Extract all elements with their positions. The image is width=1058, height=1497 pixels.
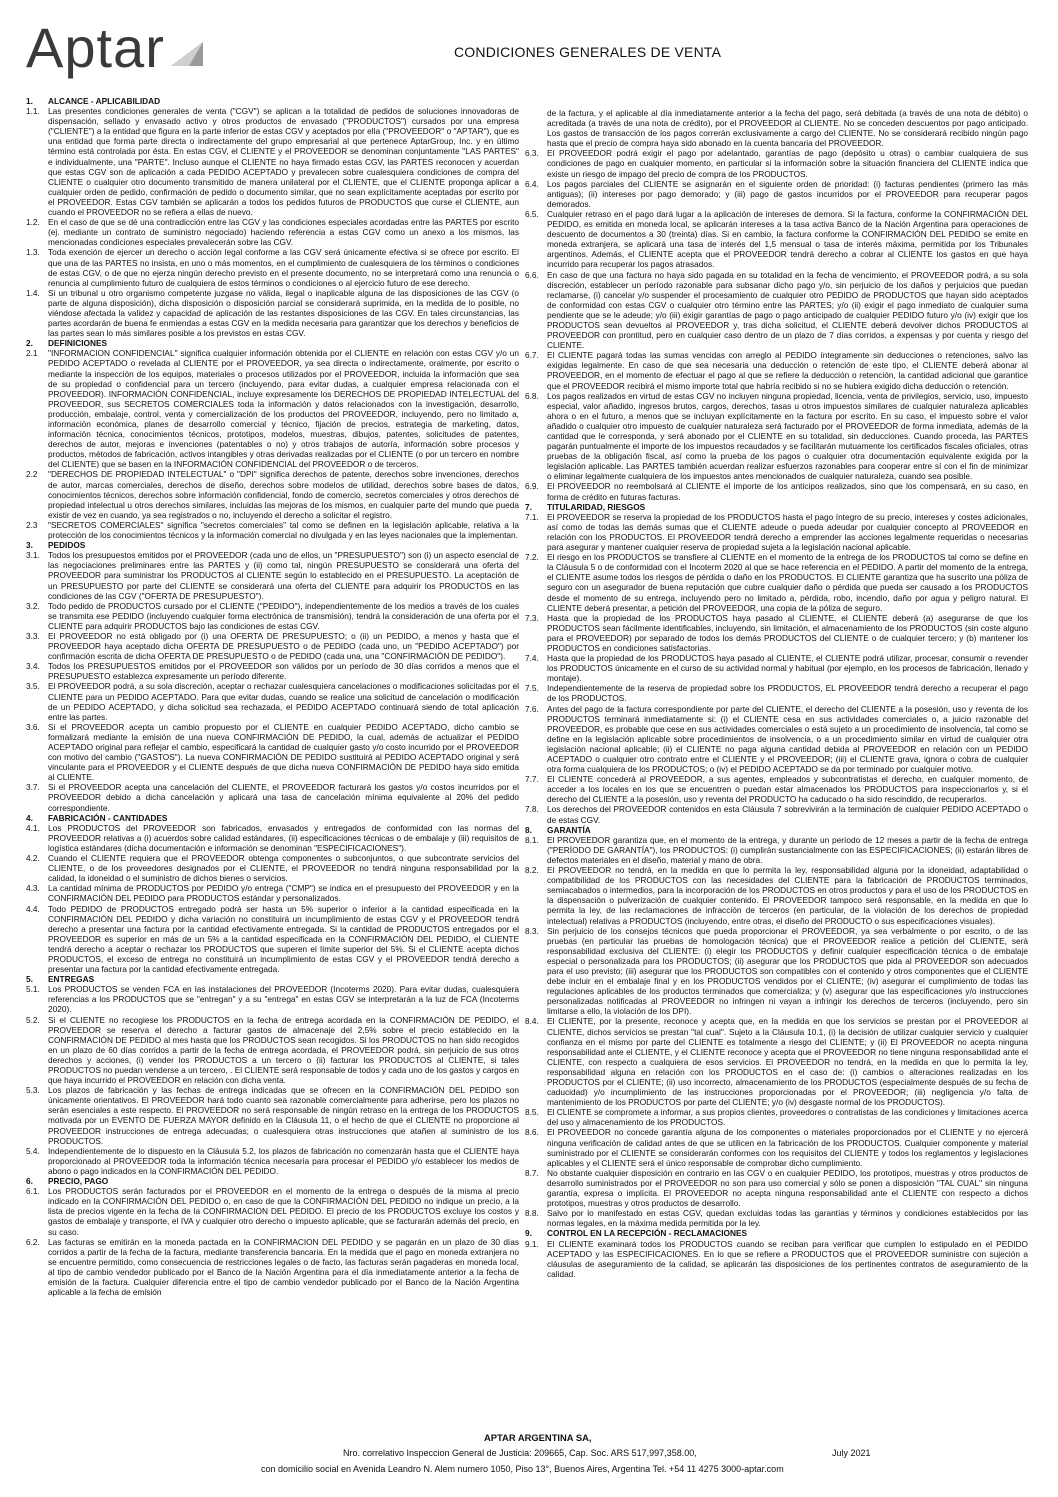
- clause-text: Todo PEDIDO de PRODUCTOS entregado podrá ser hasta un 5% superior o inferior a la cantidad especificada en la CONFIRMACIÓN DEL PEDIDO y dicha variación no constituirá un incumplimiento de estas CGV y el PROVEEDOR tendrá derecho a presentar una factura por la cantidad efectivamente entregada. Si la cantidad de PRODUCTOS entregados por el PROVEEDOR es superior en más de un 5% a la cantidad especificada en la CONFIRMACIÓN DEL PEDIDO, el CLIENTE tendrá derecho a aceptar o rechazar los PRODUCTOS que superen el límite superior del 5%. Si el CLIENTE acepta dichos PRODUCTOS, el exceso de entrega no constituirá un incumplimiento de estas CGV y el PROVEEDOR tendrá derecho a presentar una factura por la cantidad efectivamente entregada.: [48, 903, 519, 975]
- clause-number: 8.5.: [525, 1107, 539, 1118]
- clause-text: El PROVEEDOR no tendrá, en la medida en que lo permita la ley, responsabilidad alguna por la idoneidad, adaptabilidad o compatibilidad de los PRODUCTOS con las necesidades del CLIENTE para la fabricación de PRODUCTOS terminados, semiacabados o intermedios, para la incorporación de los PRODUCTOS en otros productos y para el uso de los PRODUCTOS en la dispensación o pulverización de cualquier contenido. El PROVEEDOR tampoco será responsable, en la medida en que lo permita la ley, de las reclamaciones de infracción de terceros (en particular, de la violación de los derechos de propiedad intelectual) relativas a PRODUCTOS (incluyendo, entre otras, el diseño del PRODUCTO o sus especificaciones visuales).: [547, 865, 1028, 926]
- clause-number: 1.4.: [26, 287, 40, 298]
- clause-number: 4.4.: [26, 903, 40, 914]
- clause-number: 3.2.: [26, 600, 40, 611]
- logo-wordmark: Aptar: [26, 16, 165, 79]
- clause-number: 5.3.: [26, 1085, 40, 1096]
- footer-address: con domicilio social en Avenida Leandro N. Alem numero 1050, Piso 13°, Buenos Aires, Argentina Tel. +54 11 4275 3000-aptar.com: [261, 1464, 784, 1474]
- clause: [26, 883, 519, 903]
- clause-text: Los PRODUCTOS se venden FCA en las instalaciones del PROVEEDOR (Incoterms 2020). Para evitar dudas, cualesquiera referencias a los PRODUCTOS que se "entregan" y a su "entrega" en estas CGV se interpretarán a la luz de FCA (Incoterms 2020).: [48, 984, 519, 1015]
- section-number: 2.: [26, 338, 33, 349]
- footer-company: APTAR ARGENTINA SA,: [484, 1432, 592, 1443]
- clause-text: No obstante cualquier disposición en contrario en las CGV o en cualquier PEDIDO, los prototipos, muestras y otros productos de desarrollo suministrados por el PROVEEDOR no son para uso comercial y sólo se ponen a disposición "TAL CUAL" sin ninguna garantía, expresa o implícita. El PROVEEDOR no acepta ninguna responsabilidad ante el CLIENTE con respecto a dichos prototipos, muestras y otros productos de desarrollo.: [547, 1167, 1028, 1209]
- section-heading: [26, 338, 519, 348]
- clause: [26, 1237, 519, 1298]
- clause-number: 6.7.: [525, 350, 539, 361]
- clause: [525, 512, 1028, 552]
- clause-number: 3.3.: [26, 630, 40, 641]
- clause: [26, 853, 519, 883]
- clause-number: 1.3.: [26, 247, 40, 258]
- clause-number: 3.5.: [26, 681, 40, 692]
- clause-number: 6.8.: [525, 390, 539, 401]
- section-number: 1.: [26, 96, 33, 106]
- clause-text: El PROVEEDOR podrá exigir el pago por adelantado, garantías de pago (depósito u otras) o cambiar cualquiera de sus condiciones de pago en cualquier momento, en particular si la información sobre la situación financiera del CLIENTE indica que existe un riesgo de impago del precio de compra de los PRODUCTOS.: [547, 148, 1028, 179]
- clause-text: Salvo por lo manifestado en estas CGV, quedan excluidas todas las garantías y términos y condiciones establecidos por las normas legales, en la máxima medida permitida por la ley.: [547, 1208, 1028, 1229]
- clause: [26, 631, 519, 661]
- clause-text: La cantidad mínima de PRODUCTOS por PEDIDO y/o entrega ("CMP") se indica en el presupuesto del PROVEEDOR y en la CONFIRMACIÓN DEL PEDIDO para PRODUCTOS estándar y personalizados.: [48, 883, 519, 904]
- clause-number: 7.7.: [525, 774, 539, 785]
- clause: [26, 782, 519, 812]
- clause: [525, 1107, 1028, 1127]
- clause: [525, 774, 1028, 804]
- clause: [525, 552, 1028, 613]
- clause-text: El CLIENTE, por la presente, reconoce y acepta que, en la medida en que los servicios se prestan por el PROVEEDOR al CLIENTE, dichos servicios se prestan "tal cual". Sujeto a la Cláusula 10.1, (i) la decisión de utilizar cualquier servicio y cualquier confianza en el mismo por parte del CLIENTE es totalmente a riesgo del CLIENTE; y (ii) El PROVEEDOR no acepta ninguna responsabilidad ante el CLIENTE, y el CLIENTE reconoce y acepta que el PROVEEDOR no tiene ninguna responsabilidad ante el CLIENTE, con respecto a cualquiera de esos servicios. El PROVEEDOR no tendrá, en la medida en que lo permita la ley, responsabilidad alguna en relación con los PRODUCTOS en el caso de: (i) cambios o alteraciones realizadas en los PRODUCTOS por el CLIENTE; (ii) uso incorrecto, almacenamiento de los PRODUCTOS (especialmente después de su fecha de caducidad) y/o incumplimiento de las instrucciones proporcionadas por el PROVEEDOR; (iii) negligencia y/o falta de mantenimiento de los PRODUCTOS por parte del CLIENTE; y/o (iv) desgaste normal de los PRODUCTOS).: [547, 1016, 1028, 1108]
- clause-text: Los derechos del PROVEEDOR contenidos en esta Cláusula 7 sobrevivirán a la terminación de cualquier PEDIDO ACEPTADO o de estas CGV.: [547, 804, 1028, 825]
- clause: [525, 270, 1028, 351]
- clause-continuation: de la factura, y el aplicable al día inmediatamente anterior a la fecha del pago, será debitada (a través de una nota de débito) o acreditada (a través de una nota de crédito), por el PROVEEDOR al CLIENTE. No se conceden descuentos por pago anticipado. Los gastos de transacción de los pagos correrán exclusivamente a cargo del CLIENTE. No se considerará recibido ningún pago hasta que el precio de compra haya sido abonado en la cuenta bancaria del PROVEEDOR.: [547, 108, 1028, 149]
- clause-text: Los pagos parciales del CLIENTE se asignarán en el siguiente orden de prioridad: (i) facturas pendientes (primero las más antiguas); (ii) intereses por pago demorado; y (iii) pago de gastos incurridos por el PROVEEDOR para recuperar pagos demorados.: [547, 178, 1028, 209]
- clause: [525, 391, 1028, 482]
- clause: [26, 520, 519, 540]
- clause-text: El PROVEEDOR se reserva la propiedad de los PRODUCTOS hasta el pago íntegro de su precio, intereses y costes adicionales, así como de todas las demás sumas que el CLIENTE adeude o pueda adeudar por cualquier concepto al PROVEEDOR en relación con los PRODUCTOS. El PROVEEDOR tendrá derecho a emprender las acciones legalmente requeridas o necesarias para asegurar y mantener cualquier reserva de propiedad sujeta a la legislación nacional aplicable.: [547, 511, 1028, 553]
- clause-number: 3.4.: [26, 661, 40, 672]
- section-title: PEDIDOS: [48, 540, 86, 551]
- section-heading: [26, 1176, 519, 1186]
- clause-number: 2.1: [26, 348, 38, 359]
- clause: [525, 613, 1028, 653]
- clause: [26, 722, 519, 783]
- clause: [525, 926, 1028, 1017]
- clause-number: 7.1.: [525, 511, 539, 522]
- clause-text: El PROVEEDOR podrá, a su sola discreción, aceptar o rechazar cualesquiera cancelaciones o modificaciones solicitadas por el CLIENTE para un PEDIDO ACEPTADO. Para que evitar dudas, cuando se realice una solicitud de cancelación o modificación de un PEDIDO ACEPTADO, y dicha solicitud sea rechazada, el PEDIDO ACEPTADO continuará siendo de total aplicación entre las partes.: [48, 681, 519, 722]
- clause: [26, 550, 519, 600]
- clause-text: En caso de que una factura no haya sido pagada en su totalidad en la fecha de vencimiento, el PROVEEDOR podrá, a su sola discreción, establecer un período razonable para subsanar dicho pago y/o, sin perjuicio de los daños y perjuicios que puedan reclamarse, (i) cancelar y/o suspender el procesamiento de cualquier otro PEDIDO de PRODUCTOS que hayan sido aceptados de conformidad con estas CGV o cualquier otro término entre las PARTES; y/o (ii) exigir el pago inmediato de cualquier suma pendiente que se le adeude; y/o (iii) exigir garantías de pago o pago anticipado de cualquier PEDIDO futuro y/o (iv) exigir que los PRODUCTOS sean devueltos al PROVEEDOR y, tras dicha solicitud, el CLIENTE deberá devolver dichos PRODUCTOS al PROVEEDOR con prontitud, pero en cualquier caso dentro de un plazo de 7 días corridos, a expensas y por cuenta y riesgo del CLIENTE.: [547, 269, 1028, 351]
- clause: [26, 469, 519, 519]
- section-number: 8.: [525, 824, 532, 835]
- clause: [525, 804, 1028, 824]
- clause-number: 3.6.: [26, 721, 40, 732]
- clause-number: 7.4.: [525, 653, 539, 664]
- clause-number: 1.1.: [26, 106, 40, 117]
- clause-text: El PROVEEDOR garantiza que, en el momento de la entrega, y durante un período de 12 meses a partir de la fecha de entrega ("PERÍODO DE GARANTÍA"), los PRODUCTOS: (i) cumplirán sustancialmente con las ESPECIFICACIONES; (ii) estarán libres de defectos materiales en el diseño, material y mano de obra.: [547, 834, 1028, 865]
- clause-text: Los PRODUCTOS del PROVEEDOR son fabricados, envasados y entregados de conformidad con las normas del PROVEEDOR relativas a (i) acuerdos sobre calidad estándares, (ii) especificaciones técnicas o de embalaje y (iii) requisitos de logística estándares (dicha documentación e información se denominan "ESPECIFICACIONES").: [48, 822, 519, 853]
- section-title: FABRICACIÓN - CANTIDADES: [48, 812, 168, 823]
- clause-text: Sin perjuicio de los consejos técnicos que pueda proporcionar el PROVEEDOR, ya sea verbalmente o por escrito, o de las pruebas (en particular las pruebas de homologación técnica) que el PROVEEDOR realice a petición del CLIENTE, será responsabilidad exclusiva del CLIENTE: (i) elegir los PRODUCTOS y definir cualquier especificación técnica o de embalaje especial o personalizada para los PRODUCTOS; (ii) asegurar que los PRODUCTOS que pida al PROVEEDOR son adecuados para el uso previsto; (iii) asegurar que los PRODUCTOS son compatibles con el contenido y otros componentes que el CLIENTE debe incluir en el embalaje final y en los PRODUCTOS vendidos por el CLIENTE; (iv) asegurar el cumplimiento de todas las regulaciones aplicables de los productos terminados que comercializa; y (v) asegurar que las especificaciones y/o instrucciones personalizadas notificadas al PROVEEDOR no infringen ni vayan a infringir los derechos de terceros (incluyendo, pero sin limitarse a ello, la violación de los DPI).: [547, 925, 1028, 1017]
- clause-text: Cualquier retraso en el pago dará lugar a la aplicación de intereses de demora. Si la factura, conforme la CONFIRMACIÓN DEL PEDIDO, es emitida en moneda local, se aplicarán intereses a la tasa activa Banco de la Nación Argentina para operaciones de descuento de documentos a 30 (treinta) días. Si en cambio, la factura conforme la CONFIRMACIÓN DEL PEDIDO se emite en moneda extranjera, se aplicará una tasa de interés del 1,5 mensual o tasa de interés máxima, permitida por los Tribunales argentinos. Además, el CLIENTE acepta que el PROVEEDOR tendrá derecho a cobrar al CLIENTE los gastos en que haya incurrido para recuperar los pagos atrasados.: [547, 208, 1028, 270]
- clause: [525, 148, 1028, 178]
- section-heading: [525, 825, 1028, 835]
- clause: [26, 1186, 519, 1236]
- clause-text: Cuando el CLIENTE requiera que el PROVEEDOR obtenga componentes o subconjuntos, o que subcontrate servicios del CLIENTE, o de los proveedores designados por el CLIENTE, el PROVEEDOR no tendrá ninguna responsabilidad por la calidad, la idoneidad o el suministro de dichos bienes o servicios.: [48, 853, 519, 884]
- clause-text: Hasta que la propiedad de los PRODUCTOS haya pasado al CLIENTE, el CLIENTE deberá (a) asegurarse de que los PRODUCTOS sean fácilmente identificables, incluyendo, sin limitación, el almacenamiento de los PRODUCTOS (sin coste alguno para el PROVEEDOR) por separado de todos los demás PRODUCTOS del CLIENTE o de cualquier tercero; y (b) mantener los PRODUCTOS en condiciones satisfactorias.: [547, 612, 1028, 653]
- clause: [525, 1208, 1028, 1228]
- clause: [26, 217, 519, 247]
- clause-number: 8.3.: [525, 925, 539, 936]
- clause: [26, 348, 519, 469]
- clause-text: Si el CLIENTE no recogiese los PRODUCTOS en la fecha de entrega acordada en la CONFIRMACIÓN DE PEDIDO, el PROVEEDOR se reserva el derecho a facturar gastos de almacenaje del 2,5% sobre el precio establecido en la CONFIRMACIÓN DE PEDIDO al mes hasta que los PRODUCTOS sean recogidos. Si los PRODUCTOS no han sido recogidos en un plazo de 60 días corridos a partir de la fecha de entrega acordada, el PROVEEDOR podrá, sin perjuicio de sus otros derechos y acciones, (i) vender los PRODUCTOS a un tercero o (ii) facturar los PRODUCTOS al CLIENTE, si tales PRODUCTOS no puedan venderse a un tercero, . El CLIENTE será responsable de todos y cada uno de los gastos y cargos en que haya incurrido el PROVEEDOR en relación con dicha venta.: [48, 1014, 519, 1086]
- clause: [26, 984, 519, 1014]
- clause-text: El PROVEEDOR no concede garantía alguna de los componentes o materiales proporcionados por el CLIENTE y no ejercerá ninguna verificación de calidad antes de que se utilicen en la fabricación de los PRODUCTOS. Cualquier componente y material suministrado por el CLIENTE se considerarán conformes con los requisitos del CLIENTE y todos los reglamentos y legislaciones aplicables y el CLIENTE será el único responsable de comprobar dicho cumplimiento.: [547, 1127, 1028, 1168]
- clause-text: "INFORMACION CONFIDENCIAL" significa cualquier información obtenida por el CLIENTE en relación con estas CGV y/o un PEDIDO ACEPTADO o revelada al CLIENTE por el PROVEEDOR, ya sea directa o indirectamente, oralmente, por escrito o mediante la inspección de los equipos, materiales o procesos utilizados por el PROVEEDOR, incluida la información que sea de su propiedad o confidencial para un tercero (incluyendo, para evitar dudas, a cualquier empresa relacionada con el PROVEEDOR). INFORMACIÓN CONFIDENCIAL, incluye expresamente los DERECHOS DE PROPIEDAD INTELECTUAL del PROVEEDOR, sus SECRETOS COMERCIALES toda la información y datos relacionados con la investigación, desarrollo, producción, embalaje, control, venta y comercialización de los productos del PROVEEDOR, incluyendo, pero no limitado a, información económica, planes de desarrollo comercial y técnico, fijación de precios, estrategia de marketing, datos, información técnica, conocimientos técnicos, prototipos, modelos, muestras, dibujos, patentes, solicitudes de patentes, derechos de autor, mejoras e invenciones (patentables o no) y otros trabajos de autoría, información sobre procesos y productos, métodos de fabricación, activos intangibles y otras derivadas realizadas por el CLIENTE (o por un tercero en nombre del CLIENTE) que se basen en la INFORMACIÓN CONFIDENCIAL del PROVEEDOR o de terceros.: [48, 348, 519, 470]
- clause-number: 6.3.: [525, 148, 539, 159]
- clause: [525, 209, 1028, 270]
- section-number: 4.: [26, 812, 33, 823]
- clause-number: 6.1.: [26, 1186, 40, 1197]
- section-number: 9.: [525, 1228, 532, 1239]
- section-heading: [26, 540, 519, 550]
- clause-number: 1.2.: [26, 217, 40, 228]
- clause-number: 2.2: [26, 469, 38, 480]
- section-title: TITULARIDAD, RIESGOS: [547, 501, 646, 512]
- clause-number: 4.3.: [26, 883, 40, 894]
- section-title: ENTREGAS: [48, 974, 95, 985]
- clause-number: 6.4.: [525, 178, 539, 189]
- clause: [26, 1015, 519, 1086]
- clause-number: 8.1.: [525, 834, 539, 845]
- clause-text: El PROVEEDOR no está obligado por (i) una OFERTA DE PRESUPUESTO; o (ii) un PEDIDO, a menos y hasta que el PROVEEDOR haya aceptado dicha OFERTA DE PRESUPUESTO o de PEDIDO (cada uno, un "PEDIDO ACEPTADO") por confirmación escrita de dicha OFERTA DE PRESUPUESTO o de PEDIDO (cada una, una "CONFIRMACIÓN DE PEDIDO").: [48, 630, 519, 662]
- logo-swoosh-icon: [169, 38, 205, 68]
- clause: [26, 661, 519, 681]
- clause: [26, 601, 519, 631]
- clause-text: Todos los presupuestos emitidos por el PROVEEDOR (cada uno de ellos, un "PRESUPUESTO") son (i) un aspecto esencial de las negociaciones preliminares entre las PARTES y (ii) como tal, ningún PRESUPUESTO se considerará una oferta del PROVEEDOR para suministrar los PRODUCTOS al CLIENTE según lo establecido en el PRESUPUESTO. La aceptación de un PRESUPUESTO por parte del CLIENTE se considerará una oferta del CLIENTE para adquirir los PRODUCTOS en las condiciones de las CGV ("OFERTA DE PRESUPUESTO").: [48, 550, 519, 601]
- clause: [525, 481, 1028, 501]
- clause-number: 8.2.: [525, 865, 539, 876]
- clause-number: 3.7.: [26, 782, 40, 793]
- clause-number: 7.3.: [525, 612, 539, 623]
- clause-text: Toda exención de ejercer un derecho o acción legal conforme a las CGV será únicamente efectiva si se ofrece por escrito. El que una de las PARTES no insista, en uno o más momentos, en el cumplimiento de cualesquiera de los términos o condiciones de estas CGV, o de que no ejerza ningún derecho previsto en el presente documento, no se interpretará como una renuncia o renuncia al cumplimiento futuro de cualquiera de estos términos o condiciones o al ejercicio futuro de ese derecho.: [48, 247, 519, 288]
- clause-text: El CLIENTE concederá al PROVEEDOR, a sus agentes, empleados y subcontratistas el derecho, en cualquier momento, de acceder a los locales en los que se encuentren o puedan estar almacenados los PRODUCTOS para inspeccionarlos y, si el derecho del CLIENTE a la posesión, uso y reventa del PRODUCTO ha caducado o ha sido rescindido, de recuperarlos.: [547, 774, 1028, 805]
- clause-text: Las facturas se emitirán en la moneda pactada en la CONFIRMACION DEL PEDIDO y se pagarán en un plazo de 30 días corridos a partir de la fecha de la factura, mediante transferencia bancaria. En la medida que el pago en moneda extranjera no se encuentre permitido, como consecuencia de restricciones legales o de facto, las facturas serán pagaderas en moneda local, al tipo de cambio vendedor publicado por el Banco de la Nación Argentina para el día inmediatamente anterior a la fecha de emisión de la factura. Cualquier diferencia entre el tipo de cambio vendedor publicado por el Banco de la Nación Argentina aplicable a la fecha de emisión: [48, 1236, 519, 1298]
- clause-number: 5.1.: [26, 984, 40, 995]
- clause-number: 2.3: [26, 519, 38, 530]
- clause: [525, 179, 1028, 209]
- clause-number: 5.2.: [26, 1014, 40, 1025]
- clause-text: El riesgo en los PRODUCTOS se transfiere al CLIENTE en el momento de la entrega de los PRODUCTOS tal como se define en la Cláusula 5 o de conformidad con el Incoterm 2020 al que se hace referencia en el PEDIDO. A partir del momento de la entrega, el CLIENTE asume todos los riesgos de pérdida o daño en los PRODUCTOS. El CLIENTE garantiza que ha suscrito una póliza de seguro con un asegurador de buena reputación que cubre cualquier daño o pérdida que pueda ser causado a los PRODUCTOS desde el momento de su entrega, incluyendo pero no limitado a, pérdida, robo, incendio, daño por agua y peligro natural. El CLIENTE deberá presentar, a petición del PROVEEDOR, una copia de la póliza de seguro.: [547, 552, 1028, 613]
- section-title: DEFINICIONES: [48, 338, 108, 349]
- clause-number: 8.6.: [525, 1127, 539, 1138]
- clause: [26, 904, 519, 975]
- section-heading: [26, 974, 519, 984]
- clause-text: "SECRETOS COMERCIALES" significa "secretos comerciales" tal como se definen en la legislación aplicable, relativa a la protección de los conocimientos técnicos y la información comercial no divulgada y en las leyes nacionales que la implementan.: [48, 519, 519, 541]
- clause: [26, 1146, 519, 1176]
- clause: [525, 1016, 1028, 1107]
- clause: [26, 247, 519, 287]
- clause-text: Independientemente de lo dispuesto en la Cláusula 5.2, los plazos de fabricación no comenzarán hasta que el CLIENTE haya proporcionado al PROVEEDOR toda la información técnica necesaria para procesar el PEDIDO y/o establecer los medios de abono o pago indicados en la CONFIRMACIÓN DEL PEDIDO.: [48, 1145, 519, 1176]
- clause-text: Si el PROVEEDOR acepta una cancelación del CLIENTE, el PROVEEDOR facturará los gastos y/o costos incurridos por el PROVEEDOR debido a dicha cancelación y aplicará una tasa de cancelación mínima equivalente al 20% del pedido correspondiente.: [48, 782, 519, 813]
- clause: [26, 288, 519, 338]
- clause-number: 7.5.: [525, 683, 539, 694]
- clause: [525, 1127, 1028, 1167]
- clause-text: Si un tribunal u otro organismo competente juzgase no válida, ilegal o inaplicable alguna de las disposiciones de las CGV (o parte de alguna disposición), dicha disposición o disposición parcial se considerará suprimida, en la medida de lo posible, no viéndose afectada la validez y capacidad de aplicación de las restantes disposiciones de las CGV. En tales circunstancias, las partes acordarán de buena fe enmiendas a estas CGV en la medida necesaria para garantizar que los derechos y beneficios de las partes sean lo más similares posible a los previstos en estas CGV.: [48, 287, 519, 339]
- clause-text: El CLIENTE examinará todos los PRODUCTOS cuando se reciban para verificar que cumplen lo estipulado en el PEDIDO ACEPTADO y las ESPECIFICACIONES. En lo que se refiere a PRODUCTOS que el PROVEEDOR suministre con sujeción a cláusulas de aseguramiento de la calidad, se aplicarán las disposiciones de los pertinentes contratos de aseguramiento de la calidad.: [547, 1238, 1028, 1279]
- section-heading: [525, 1228, 1028, 1238]
- clause-number: 6.9.: [525, 481, 539, 492]
- clause-text: Independientemente de la reserva de propiedad sobre los PRODUCTOS, EL PROVEEDOR tendrá derecho a recuperar el pago de los PRODUCTOS.: [547, 683, 1028, 704]
- footer-date: July 2021: [832, 1448, 871, 1458]
- clause: [525, 704, 1028, 775]
- section-number: 5.: [26, 974, 33, 985]
- clause-text: En el caso de que se dé una contradicción entre las CGV y las condiciones especiales acordadas entre las PARTES por escrito (ej. mediante un contrato de suministro negociado) haciendo referencia a estas CGV como un anexo a los mismos, las mencionadas condiciones especiales prevalecerán sobre las CGV.: [48, 217, 519, 248]
- clause-text: Si el PROVEEDOR acepta un cambio propuesto por el CLIENTE en cualquier PEDIDO ACEPTADO, dicho cambio se formalizará mediante la emisión de una nueva CONFIRMACIÓN DE PEDIDO, la cual, además de actualizar el PEDIDO ACEPTADO original para reflejar el cambio, especificará la cantidad de cualquier gasto y/o costo incurrido por el PROVEEDOR con motivo del cambio ("GASTOS"). La nueva CONFIRMACIÓN DE PEDIDO sustituirá al PEDIDO ACEPTADO original y será vinculante para el PROVEEDOR y el CLIENTE después de que dicha nueva CONFIRMACIÓN DE PEDIDO haya sido emitida al CLIENTE.: [48, 721, 519, 783]
- clause-text: Todo pedido de PRODUCTOS cursado por el CLIENTE ("PEDIDO"), independientemente de los medios a través de los cuales se transmita ese PEDIDO (incluyendo cualquier forma electrónica de transmisión), tendrá la consideración de una oferta por el CLIENTE para adquirir PRODUCTOS bajo las condiciones de estas CGV.: [48, 600, 519, 631]
- clause-number: 3.1.: [26, 550, 40, 561]
- clause-number: 6.5.: [525, 208, 539, 219]
- left-column: [26, 96, 519, 1426]
- clause-number: 4.2.: [26, 853, 40, 864]
- clause: [525, 835, 1028, 865]
- section-heading: [26, 813, 519, 823]
- clause: [26, 681, 519, 721]
- clause-text: Las presentes condiciones generales de venta ("CGV") se aplican a la totalidad de pedidos de soluciones innovadoras de dispensación, sellado y envasado activo y otros productos de envasado ("PRODUCTOS") cursados por una empresa ("CLIENTE") a la entidad que figura en la parte inferior de estas CGV y aceptados por ella ("PROVEEDOR" o "APTAR"), que es una entidad que forma parte directa o indirectamente del grupo empresarial al que pertenece AptarGroup, Inc. y en último término está controlada por ésta. En estas CGV, el CLIENTE y el PROVEEDOR se denominan conjuntamente "LAS PARTES" e individualmente, una "PARTE". Incluso aunque el CLIENTE no haya firmado estas CGV, las PARTES reconocen y acuerdan que estas CGV son de aplicación a cada PEDIDO ACEPTADO y prevalecen sobre cualesquiera condiciones de compra del CLIENTE o cualquier otro documento transmitido de manera unilateral por el CLIENTE, que el CLIENTE proponga aplicar a cualquier orden de pedido, confirmación de pedido o documento similar, que no sean explícitamente aceptadas por escrito por el PROVEEDOR. Estas CGV también se aplicarán a todos los pedidos futuros de PRODUCTOS que curse el CLIENTE, aun cuando el PROVEEDOR no se refiera a ellas de nuevo.: [48, 106, 519, 218]
- clause-text: "DERECHOS DE PROPIEDAD INTELECTUAL" o "DPI" significa derechos de patente, derechos sobre invenciones, derechos de autor, marcas comerciales, derechos de diseño, derechos sobre modelos de utilidad, derechos sobre bases de datos, conocimientos técnicos, derechos sobre información confidencial, fondo de comercio, secretos comerciales y otros derechos de propiedad intelectual u otros derechos similares, incluidas las mejoras de los mismos, en cualquier parte del mundo que pueda existir de vez en cuando, ya sea registrados o no, incluyendo el derecho a solicitar el registro.: [48, 469, 519, 520]
- clause-text: El CLIENTE se compromete a informar, a sus propios clientes, proveedores o contratistas de las condiciones y limitaciones acerca del uso y almacenamiento de los PRODUCTOS.: [547, 1107, 1028, 1128]
- clause-text: El PROVEEDOR no reembolsará al CLIENTE el importe de los anticipos realizados, sino que los compensará, en su caso, en forma de crédito en futuras facturas.: [547, 481, 1028, 502]
- clause: [525, 1168, 1028, 1208]
- clause-number: 8.7.: [525, 1167, 539, 1178]
- section-title: PRECIO, PAGO: [48, 1176, 109, 1187]
- section-number: 7.: [525, 501, 532, 512]
- clause: [525, 350, 1028, 390]
- clause-number: 5.4.: [26, 1145, 40, 1156]
- clause: [26, 823, 519, 853]
- clause-text: Los pagos realizados en virtud de estas CGV no incluyen ninguna propiedad, licencia, venta de privilegios, servicio, uso, impuesto especial, valor añadido, ingresos brutos, cargos, derechos, tasas u otros impuestos similares de cualquier naturaleza aplicables ahora o en el futuro, a menos que se incluyan explícitamente en la factura por escrito. En su caso, el impuesto sobre el valor añadido o cualquier otro impuesto de cualquier naturaleza será facturado por el PROVEEDOR de forma inmediata, además de la cantidad que le corresponda, y será abonado por el CLIENTE en su totalidad, sin deducciones. Cuando proceda, las PARTES pagarán puntualmente el importe de los impuestos recaudados y se facilitarán mutuamente los certificados fiscales oficiales, otras pruebas de la obligación fiscal, así como la prueba de los pagos o cualquier otra documentación equivalente exigida por la legislación aplicable. Las PARTES también acuerdan realizar esfuerzos razonables para cooperar entre sí con el fin de minimizar o eliminar legalmente cualquiera de los impuestos antes mencionados de cualquier naturaleza, cuando sea posible.: [547, 390, 1028, 482]
- clause-text: Los plazos de fabricación y las fechas de entrega indicadas que se ofrecen en la CONFIRMACIÓN DEL PEDIDO son únicamente orientativos. El PROVEEDOR hará todo cuanto sea razonable comercialmente para adherirse, pero los plazos no serán esenciales a este respecto. El PROVEEDOR no será responsable de ningún retraso en la entrega de los PRODUCTOS motivada por un EVENTO DE FUERZA MAYOR definido en la Cláusula 11, o el hecho de que el CLIENTE no proporcione al PROVEEDOR instrucciones de entrega adecuadas; o cualesquiera otras instrucciones que atañen al suministro de los PRODUCTOS.: [48, 1085, 519, 1146]
- clause: [525, 865, 1028, 926]
- clause-number: 7.2.: [525, 552, 539, 563]
- clause-number: 8.4.: [525, 1016, 539, 1027]
- clause-number: 8.8.: [525, 1208, 539, 1219]
- clause: [525, 653, 1028, 683]
- clause: [26, 1085, 519, 1146]
- right-column: [525, 108, 1028, 1426]
- section-number: 6.: [26, 1176, 33, 1187]
- section-heading: [26, 96, 519, 106]
- clause-number: 6.6.: [525, 269, 539, 280]
- clause-text: Todos los PRESUPUESTOS emitidos por el PROVEEDOR son válidos por un período de 30 días corridos a menos que el PRESUPUESTO establezca expresamente un período diferente.: [48, 661, 519, 682]
- section-title: ALCANCE - APLICABILIDAD: [48, 96, 161, 106]
- clause-text: El CLIENTE pagará todas las sumas vencidas con arreglo al PEDIDO íntegramente sin deducciones o retenciones, salvo las exigidas legalmente. En caso de que sea necesaria una deducción o retención de este tipo, el CLIENTE deberá abonar al PROVEEDOR, en el momento de efectuar el pago al que se refiere la deducción o retención, la cantidad adicional que garantice que el PROVEEDOR recibirá el mismo importe total que habría recibido si no se hubiera exigido dicha deducción o retención.: [547, 350, 1028, 391]
- document-title: CONDICIONES GENERALES DE VENTA: [454, 44, 722, 60]
- aptar-logo: [26, 18, 205, 78]
- clause-number: 7.6.: [525, 703, 539, 714]
- section-title: CONTROL EN LA RECEPCIÓN - RECLAMACIONES: [547, 1228, 748, 1239]
- clause-text: Los PRODUCTOS serán facturados por el PROVEEDOR en el momento de la entrega o después de la misma al precio indicado en la CONFIRMACIÓN DEL PEDIDO o, en caso de que la CONFIRMACIÓN DEL PEDIDO no indique un precio, a la lista de precios vigente en la fecha de la CONFIRMACION DEL PEDIDO. El precio de los PRODUCTOS excluye los costos y gastos de embalaje y transporte, el IVA y cualquier otro derecho o impuesto aplicable, que se facturarán además del precio, en su caso.: [48, 1186, 519, 1237]
- clause: [525, 683, 1028, 703]
- clause-number: 7.8.: [525, 804, 539, 815]
- clause-text: Antes del pago de la factura correspondiente por parte del CLIENTE, el derecho del CLIENTE a la posesión, uso y reventa de los PRODUCTOS terminará inmediatamente si: (i) el CLIENTE cesa en sus actividades comerciales o, a juicio razonable del PROVEEDOR, es probable que cese en sus actividades comerciales o está sujeto a un procedimiento de insolvencia, tal como se define en la legislación aplicable sobre procedimientos de insolvencia, o a un procedimiento similar en virtud de cualquier otra legislación nacional aplicable; (ii) el CLIENTE no paga alguna cantidad debida al PROVEEDOR en relación con un PEDIDO ACEPTADO o cualquier otro contrato entre el CLIENTE y el PROVEEDOR; (iii) el CLIENTE grava, ignora o cobra de cualquier otra forma cualquiera de los PRODUCTOS; o (iv) el PEDIDO ACEPTADO se da por terminado por cualquier motivo.: [547, 703, 1028, 775]
- clause-number: 6.2.: [26, 1236, 40, 1247]
- section-heading: [525, 502, 1028, 512]
- footer-registration: Nro. correlativo Inspeccion General de Justicia: 209665, Cap. Soc. ARS 517,997,358.00,: [343, 1448, 697, 1458]
- clause-number: 4.1.: [26, 822, 40, 833]
- section-title: GARANTÍA: [547, 824, 591, 835]
- section-number: 3.: [26, 540, 33, 551]
- clause-text: Hasta que la propiedad de los PRODUCTOS haya pasado al CLIENTE, el CLIENTE podrá utilizar, procesar, consumir o revender los PRODUCTOS únicamente en el curso de su actividad normal y habitual (por ejemplo, en los procesos de fabricación, llenado y montaje).: [547, 653, 1028, 684]
- clause-number: 9.1.: [525, 1238, 539, 1249]
- clause: [525, 1239, 1028, 1279]
- clause: [26, 106, 519, 217]
